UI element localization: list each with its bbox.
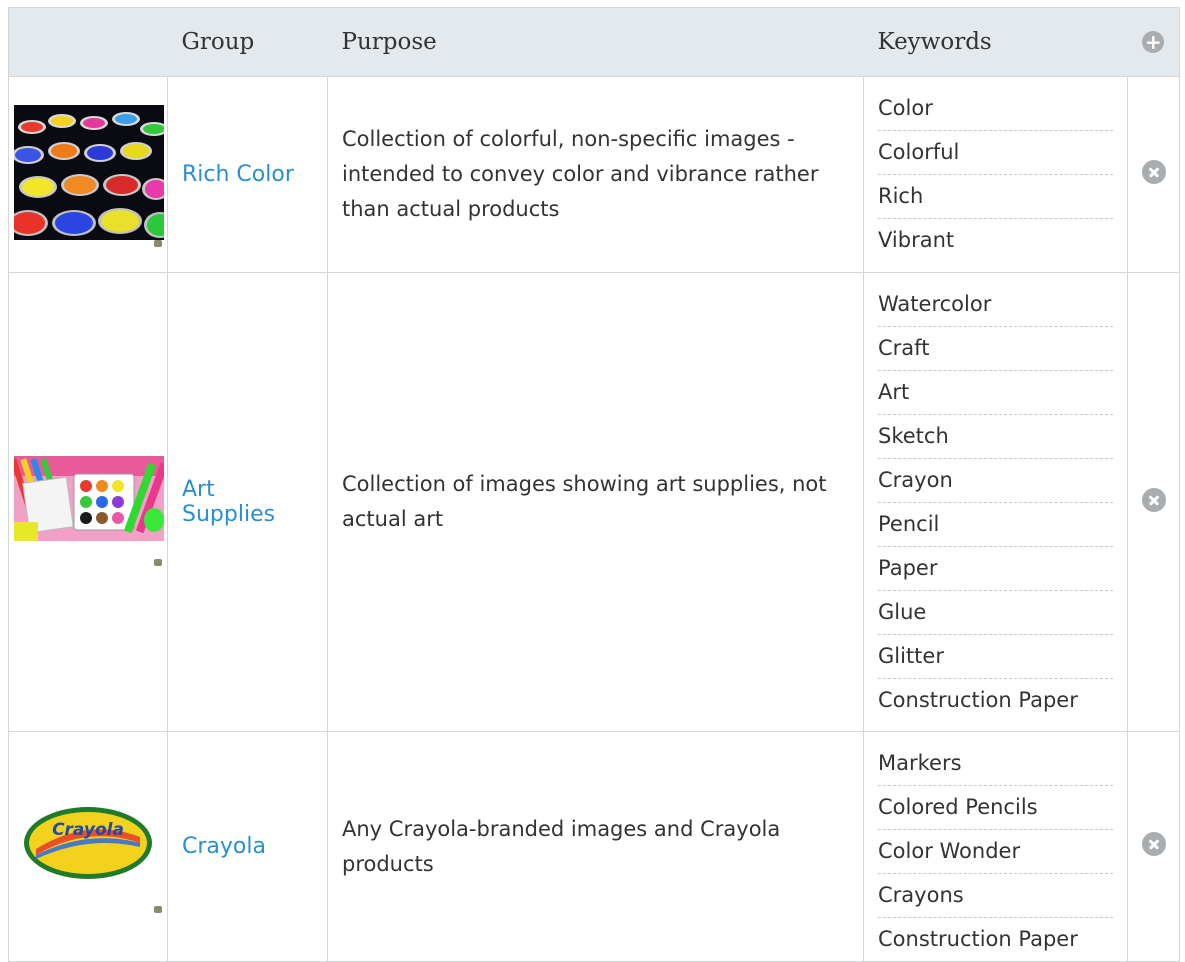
add-column-header	[1128, 8, 1180, 77]
crayola-logo-text: Crayola	[52, 820, 124, 840]
list-item: Markers	[878, 742, 1113, 786]
list-item: Crayon	[878, 459, 1113, 503]
keywords-cell	[864, 77, 1128, 273]
plus-circle-icon[interactable]: +	[1142, 31, 1164, 53]
remove-cell	[1128, 77, 1180, 273]
thumbnail-zoom-icon[interactable]	[154, 240, 162, 247]
list-item: Color Wonder	[878, 830, 1113, 874]
table-row	[9, 77, 1180, 273]
list-item: Colored Pencils	[878, 786, 1113, 830]
remove-cell	[1128, 732, 1180, 962]
group-thumbnail-cell	[9, 273, 168, 732]
keyword-list	[878, 283, 1113, 722]
list-item: Colorful	[878, 131, 1113, 175]
group-link[interactable]: Art Supplies	[182, 477, 276, 527]
group-thumbnail-cell	[9, 732, 168, 962]
list-item: Pencil	[878, 503, 1113, 547]
thumbnail-zoom-icon[interactable]	[154, 906, 162, 913]
keyword-groups-table-wrapper	[8, 7, 1179, 962]
purpose-cell: Collection of images showing art supplies, not actual art	[328, 273, 864, 732]
list-item: Crayons	[878, 874, 1113, 918]
list-item: Construction Paper	[878, 927, 1078, 951]
purpose-cell: Collection of colorful, non-specific images - intended to convey color and vibrance rather than actual products	[328, 77, 864, 273]
list-item: Glue	[878, 591, 1113, 635]
remove-circle-icon[interactable]	[1142, 160, 1166, 184]
group-link[interactable]: Crayola	[182, 834, 266, 859]
list-item: Vibrant	[878, 228, 955, 252]
group-column-header: Group	[168, 8, 328, 77]
purpose-column-header: Purpose	[328, 8, 864, 77]
remove-circle-icon[interactable]	[1142, 832, 1166, 856]
table-header-row	[9, 8, 1180, 77]
group-thumbnail-cell	[9, 77, 168, 273]
keyword-list	[878, 742, 1113, 961]
list-item: Construction Paper	[878, 688, 1078, 712]
thumbnail-column-header	[9, 8, 168, 77]
list-item: Rich	[878, 175, 1113, 219]
keywords-column-header: Keywords	[864, 8, 1128, 77]
list-item: Paper	[878, 547, 1113, 591]
remove-cell	[1128, 273, 1180, 732]
group-name-cell	[168, 77, 328, 273]
keywords-cell	[864, 732, 1128, 962]
keywords-cell	[864, 273, 1128, 732]
list-item: Glitter	[878, 635, 1113, 679]
list-item: Craft	[878, 327, 1113, 371]
group-name-cell	[168, 732, 328, 962]
group-name-cell	[168, 273, 328, 732]
keyword-groups-table	[8, 7, 1180, 962]
table-row	[9, 273, 1180, 732]
thumbnail-zoom-icon[interactable]	[154, 559, 162, 566]
purpose-cell: Any Crayola-branded images and Crayola products	[328, 732, 864, 962]
remove-circle-icon[interactable]	[1142, 488, 1166, 512]
art-supplies-thumbnail[interactable]	[14, 456, 164, 541]
list-item: Sketch	[878, 415, 1113, 459]
keyword-list	[878, 87, 1113, 262]
list-item: Watercolor	[878, 283, 1113, 327]
group-link[interactable]: Rich Color	[182, 162, 294, 187]
crayola-logo-thumbnail[interactable]	[14, 797, 164, 887]
table-row	[9, 732, 1180, 962]
rich-color-thumbnail[interactable]	[14, 105, 164, 240]
list-item: Art	[878, 371, 1113, 415]
list-item: Color	[878, 87, 1113, 131]
